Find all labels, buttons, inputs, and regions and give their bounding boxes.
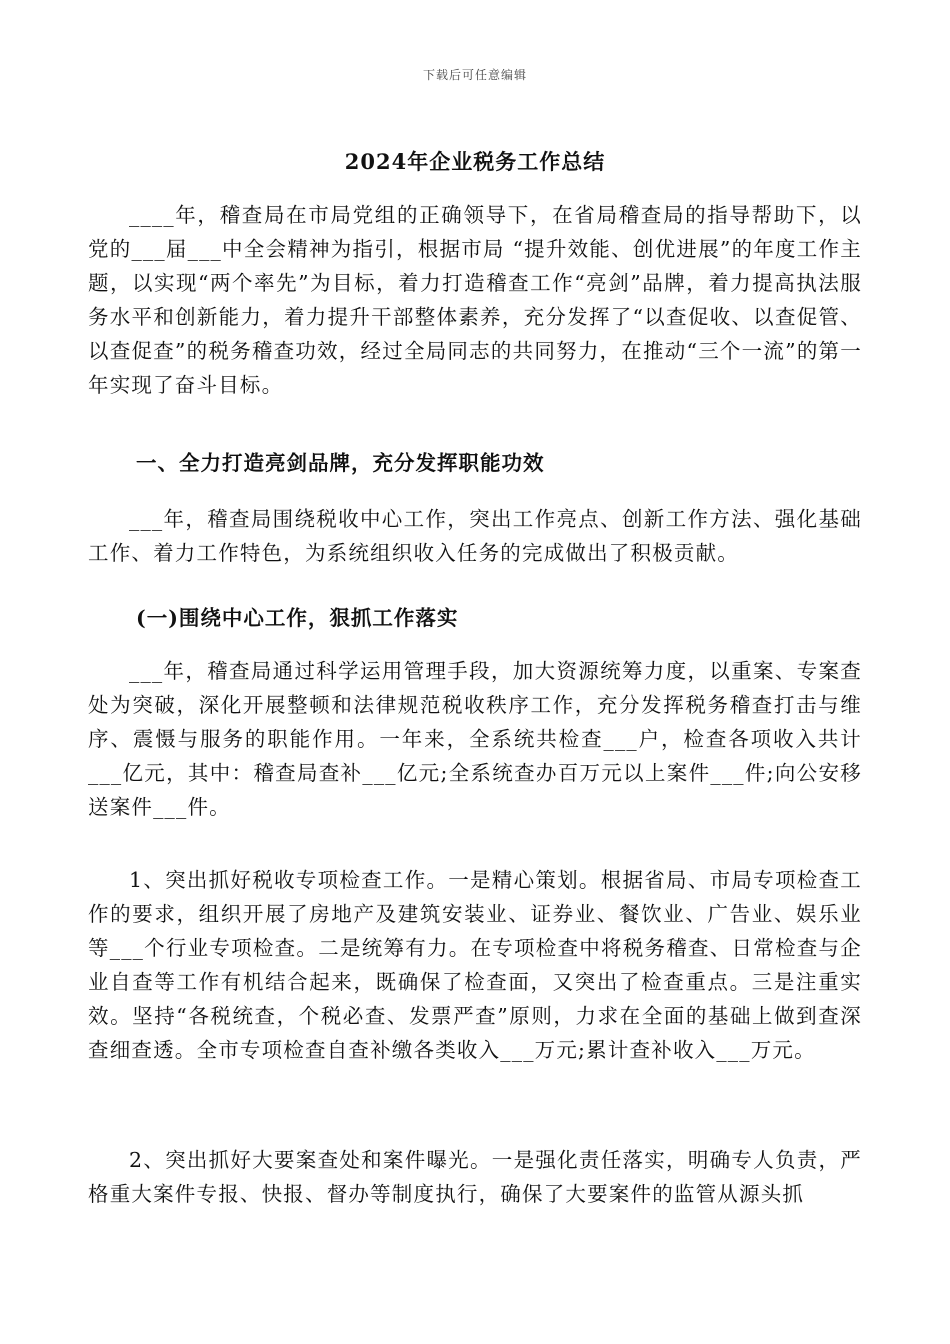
intro-paragraph: ____年，稽查局在市局党组的正确领导下，在省局稽查局的指导帮助下，以党的___届___中全会精神为指引，根据市局 “提升效能、创优进展”的年度工作主题，以实现“两个率先”为目标，着力打造稽查工作“亮剑”品牌，着力提高执法服务水平和创新能力，着力提升干部整体素养，充分发挥了“以查促收、以查促管、以查促查”的税务稽查功效，经过全局同志的共同努力，在推动“三个一流”的第一年实现了奋斗目标。	[88, 203, 862, 397]
section-1-paragraph: ___年，稽查局围绕税收中心工作，突出工作亮点、创新工作方法、强化基础工作、着力工作特色，为系统组织收入任务的完成做出了积极贡献。	[88, 507, 862, 565]
subsection-heading-1: (一)围绕中心工作，狠抓工作落实	[136, 606, 459, 630]
item-1-paragraph: 1、突出抓好税收专项检查工作。一是精心策划。根据省局、市局专项检查工作的要求，组织开展了房地产及建筑安装业、证券业、餐饮业、广告业、娱乐业等___个行业专项检查。二是统筹有力。在专项检查中将税务稽查、日常检查与企业自查等工作有机结合起来，既确保了检查面，又突出了检查重点。三是注重实效。坚持“各税统查，个税必查、发票严查”原则，力求在全面的基础上做到查深查细查透。全市专项检查自查补缴各类收入___万元;累计查补收入___万元。	[88, 868, 862, 1062]
section-heading-1: 一、全力打造亮剑品牌，充分发挥职能功效	[136, 451, 545, 475]
subsection-1-paragraph: ___年，稽查局通过科学运用管理手段，加大资源统筹力度，以重案、专案查处为突破，深化开展整顿和法律规范税收秩序工作，充分发挥税务稽查打击与维序、震慑与服务的职能作用。一年来，全系统共检查___户，检查各项收入共计___亿元，其中：稽查局查补___亿元;全系统查办百万元以上案件___件;向公安移送案件___件。	[88, 659, 862, 819]
document-title: 2024年企业税务工作总结	[344, 149, 606, 174]
item-2-paragraph: 2、突出抓好大要案查处和案件曝光。一是强化责任落实，明确专人负责，严格重大案件专报、快报、督办等制度执行，确保了大要案件的监管从源头抓	[88, 1148, 862, 1206]
header-note: 下载后可任意编辑	[422, 68, 527, 82]
